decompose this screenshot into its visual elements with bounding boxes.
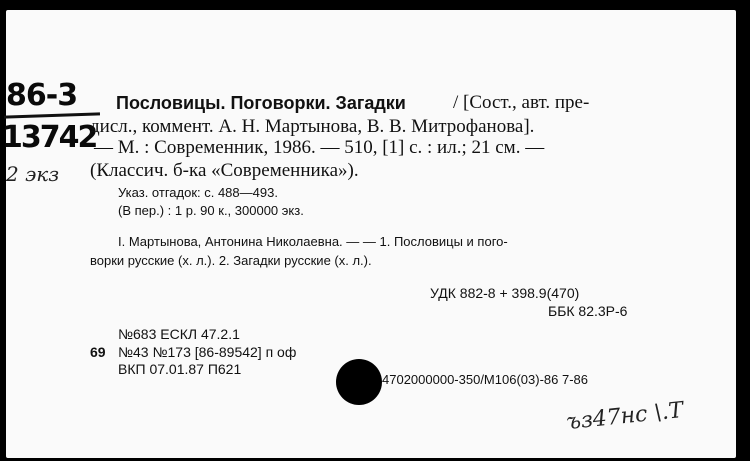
udk-code: УДК 882-8 + 398.9(470) [430, 285, 580, 301]
print-line3: ВКП 07.01.87 П621 [118, 361, 242, 377]
tracing-line2: ворки русские (х. л.). 2. Загадки русские (х. л.). [90, 253, 372, 268]
print-line2-prefix: 69 [90, 344, 106, 360]
punch-hole [336, 359, 382, 405]
entry-line2: дисл., коммент. А. Н. Мартынова, В. В. Митрофанова]. [90, 116, 535, 137]
entry-title: Пословицы. Поговорки. Загадки [116, 93, 406, 113]
entry-line3: — М. : Современник, 1986. — 510, [1] с. : ил.; 21 см. — [94, 137, 545, 158]
copies-note: 2 экз [6, 162, 60, 186]
entry-line1-rest: / [Сост., авт. пре- [453, 92, 590, 113]
print-line2: №43 №173 [86-89542] п оф [118, 344, 297, 360]
bbk-code: ББК 82.3Р-6 [548, 303, 628, 319]
print-line1: №683 ЕСКЛ 47.2.1 [118, 326, 240, 342]
tracing-line1: I. Мартынова, Антонина Николаевна. — — 1. Пословицы и пого- [118, 234, 508, 249]
shelfmark-top: 86-3 [6, 78, 78, 113]
bottom-right-handwriting: ъз47нс \.T [565, 397, 685, 436]
entry-note-answers: Указ. отгадок: с. 488—493. [118, 185, 278, 200]
entry-line4: (Классич. б-ка «Современника»). [90, 160, 359, 181]
entry-note-price: (В пер.) : 1 р. 90 к., 300000 экз. [118, 203, 304, 218]
publisher-code: 4702000000-350/М106(03)-86 7-86 [382, 372, 588, 387]
shelfmark-bottom: 13742 [2, 120, 97, 155]
